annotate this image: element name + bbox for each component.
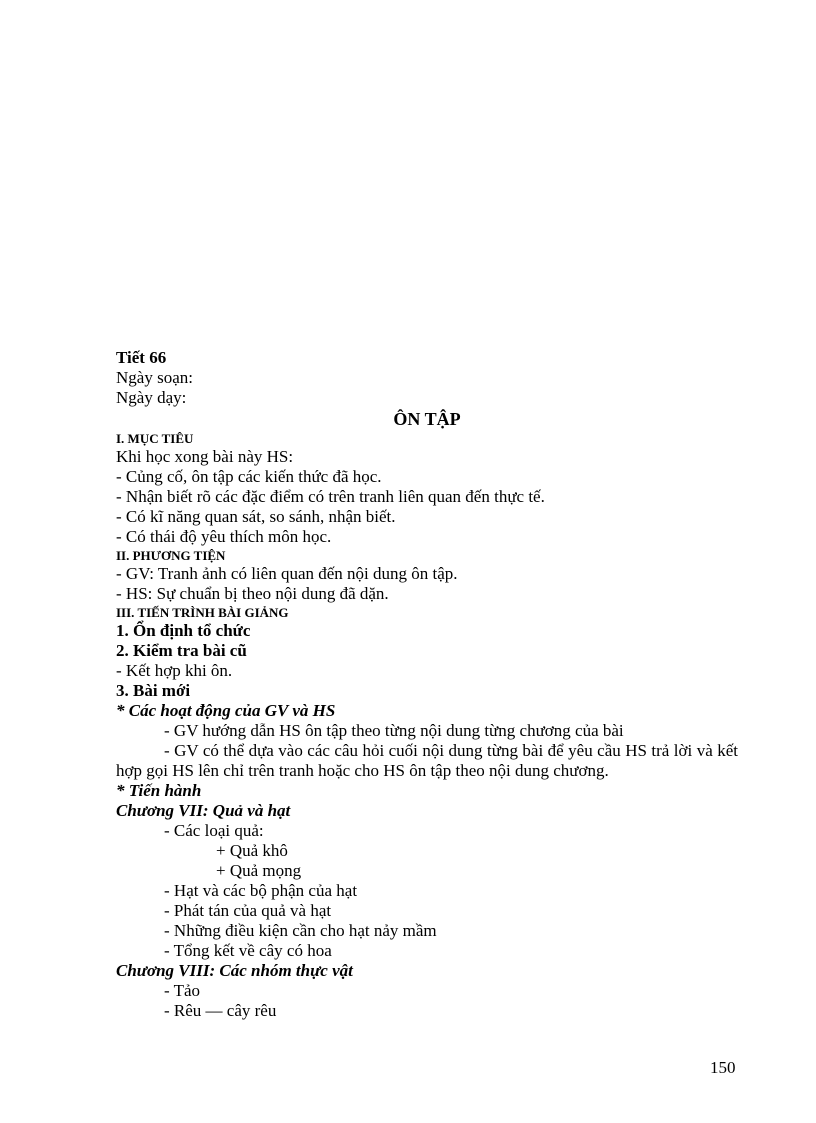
chapter-7-item: - Phát tán của quả và hạt [164,901,332,920]
material-item: - GV: Tranh ảnh có liên quan đến nội dung ôn tập. [116,564,458,583]
step-new-lesson: 3. Bài mới [116,681,191,700]
chapter-7-item: - Những điều kiện cần cho hạt nảy mầm [164,921,437,940]
procedure-heading: * Tiến hành [116,781,202,800]
activities-heading: * Các hoạt động của GV và HS [116,701,336,720]
teach-date: Ngày dạy: [116,388,187,407]
review-item: - Kết hợp khi ôn. [116,661,233,680]
material-item: - HS: Sự chuẩn bị theo nội dung đã dặn. [116,584,389,603]
chapter-8-item: - Rêu — cây rêu [164,1001,277,1020]
chapter-7-item: - Các loại quả: [164,821,264,840]
fruit-type: + Quả mọng [216,861,302,880]
activity-item: - GV hướng dẫn HS ôn tập theo từng nội dung từng chương của bài [164,721,624,740]
document-page [116,348,738,1021]
objective-item: - Có kĩ năng quan sát, so sánh, nhận biết. [116,507,396,526]
chapter-8-heading: Chương VIII: Các nhóm thực vật [116,961,353,980]
section-objectives-heading: I. MỤC TIÊU [116,431,194,446]
chapter-7-item: - Hạt và các bộ phận của hạt [164,881,358,900]
fruit-type: + Quả khô [216,841,288,860]
section-materials-heading: II. PHƯƠNG TIỆN [116,548,226,563]
chapter-7-heading: Chương VII: Quả và hạt [116,801,291,820]
step-organization: 1. Ổn định tổ chức [116,621,251,640]
chapter-8-item: - Tảo [164,981,201,1000]
objectives-intro: Khi học xong bài này HS: [116,447,294,466]
page-number: 150 [710,1058,736,1077]
objective-item: - Củng cố, ôn tập các kiến thức đã học. [116,467,382,486]
activity-item: - GV có thể dựa vào các câu hỏi cuối nội dung từng bài để yêu cầu HS trả lời và kết hợp gọi HS lên chỉ trên tranh hoặc cho HS ôn tập theo nội dung chương. [116,741,738,780]
page-title: ÔN TẬP [393,409,461,429]
step-review: 2. Kiểm tra bài cũ [116,641,247,660]
lesson-number: Tiết 66 [116,348,167,367]
section-procedure-heading: III. TIẾN TRÌNH BÀI GIẢNG [116,605,289,620]
prep-date: Ngày soạn: [116,368,193,387]
chapter-7-item: - Tổng kết về cây có hoa [164,941,332,960]
objective-item: - Nhận biết rõ các đặc điểm có trên tranh liên quan đến thực tế. [116,487,545,506]
objective-item: - Có thái độ yêu thích môn học. [116,527,332,546]
